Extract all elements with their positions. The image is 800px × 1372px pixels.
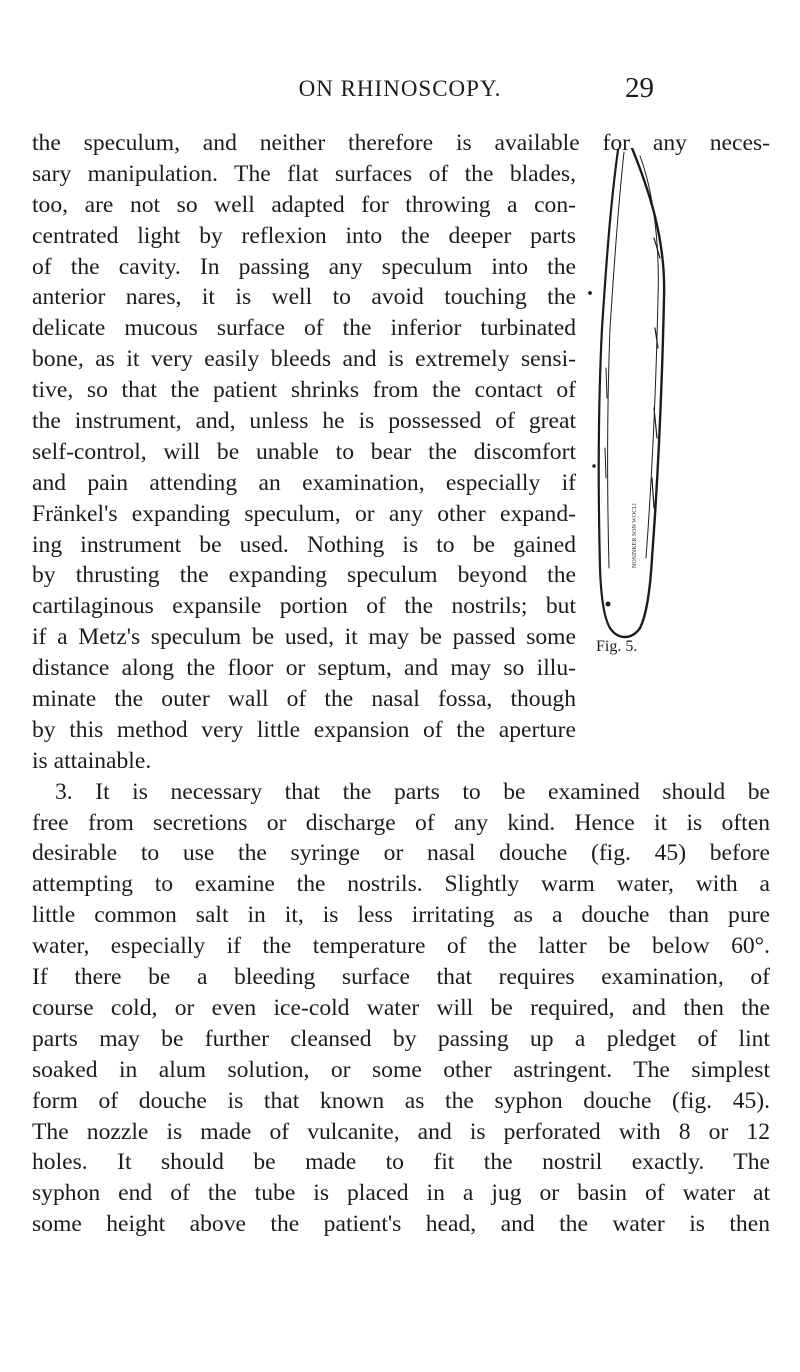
- text-line: the speculum, and neither therefore is available for any neces-: [32, 130, 770, 156]
- text-line: holes. It should be made to fit the nostril exactly. The: [32, 1149, 770, 1176]
- page-number: 29: [625, 72, 654, 104]
- text-line: bone, as it very easily bleeds and is extremely sensi-: [32, 346, 576, 373]
- text-line: by this method very little expansion of the aperture: [32, 716, 576, 743]
- text-line: by thrusting the expanding speculum beyond the: [32, 562, 576, 589]
- text-line: ing instrument be used. Nothing is to be gained: [32, 531, 576, 558]
- text-line: tive, so that the patient shrinks from the contact of: [32, 377, 576, 404]
- text-line: attempting to examine the nostrils. Slightly warm water, with a: [32, 871, 770, 898]
- text-line: if a Metz's speculum be used, it may be passed some: [32, 624, 576, 651]
- text-line: Fränkel's expanding speculum, or any other expand-: [32, 500, 576, 527]
- figure-caption: Fig. 5.: [596, 638, 638, 655]
- page-text: [32, 128, 770, 1240]
- text-line: anterior nares, it is well to avoid touching the: [32, 284, 576, 311]
- text-line: too, are not so well adapted for throwing a con-: [32, 191, 576, 218]
- text-line: form of douche is that known as the syphon douche (fig. 45).: [32, 1087, 770, 1114]
- text-line: distance along the floor or septum, and may so illu-: [32, 655, 576, 682]
- text-line: delicate mucous surface of the inferior turbinated: [32, 315, 576, 342]
- running-title: ON RHINOSCOPY.: [298, 76, 502, 101]
- text-line: self-control, will be unable to bear the discomfort: [32, 438, 576, 465]
- text-line: some height above the patient's head, and the water is then: [32, 1211, 770, 1238]
- text-line: The nozzle is made of vulcanite, and is perforated with 8 or 12: [32, 1118, 770, 1145]
- text-line: little common salt in it, is less irritating as a douche than pure: [32, 902, 770, 929]
- engraved-text: NOSINKER SON WOCLI: [632, 503, 638, 568]
- text-line: syphon end of the tube is placed in a jug or basin of water at: [32, 1180, 770, 1207]
- text-line: free from secretions or discharge of any kind. Hence it is often: [32, 809, 770, 836]
- text-line: course cold, or even ice-cold water will be required, and then the: [32, 994, 770, 1021]
- text-line: and pain attending an examination, especially if: [32, 469, 576, 496]
- text-line: soaked in alum solution, or some other astringent. The simplest: [32, 1056, 770, 1083]
- text-line: If there be a bleeding surface that requires examination, of: [32, 964, 770, 991]
- text-line: centrated light by reflexion into the deeper parts: [32, 222, 576, 249]
- text-line: desirable to use the syringe or nasal douche (fig. 45) before: [32, 840, 770, 867]
- text-line: 3. It is necessary that the parts to be examined should be: [55, 778, 770, 805]
- text-line: parts may be further cleansed by passing up a pledget of lint: [32, 1025, 770, 1052]
- text-line: cartilaginous expansile portion of the nostrils; but: [32, 593, 576, 620]
- text-line: minate the outer wall of the nasal fossa, though: [32, 686, 576, 713]
- text-line: is attainable.: [32, 747, 152, 774]
- text-line: water, especially if the temperature of the latter be below 60°.: [32, 933, 770, 960]
- text-line: of the cavity. In passing any speculum into the: [32, 253, 576, 280]
- text-line: the instrument, and, unless he is possessed of great: [32, 408, 576, 435]
- text-line: sary manipulation. The flat surfaces of the blades,: [32, 160, 576, 187]
- page-header: [0, 72, 800, 112]
